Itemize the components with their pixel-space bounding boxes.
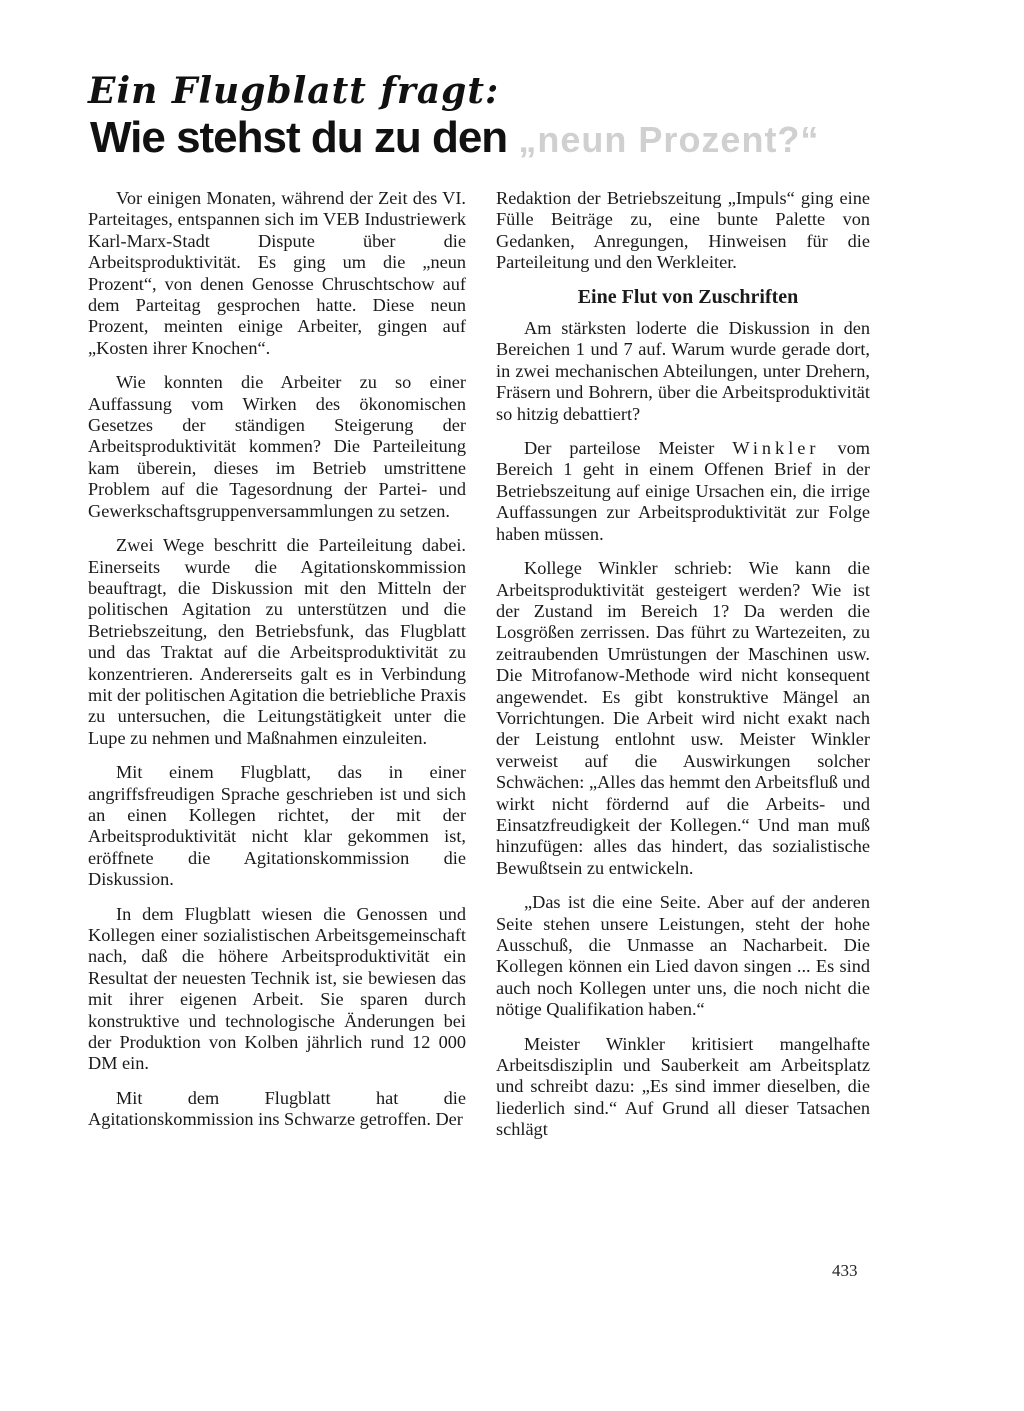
page-number: 433	[832, 1261, 858, 1280]
paragraph: Wie konnten die Arbeiter zu so einer Auffassung vom Wirken des ökonomischen Gesetzes der ständigen Steigerung der Arbeitsproduktivität kommen? Die Parteileitung kam überein, dieses im Betrieb umstrittene Problem auf die Tagesordnung der Partei- und Gewerkschaftsgruppenversammlungen zu setzen.	[88, 372, 466, 521]
headline-quote: „neun Prozent?“	[518, 119, 820, 160]
paragraph: Kollege Winkler schrieb: Wie kann die Arbeitsproduktivität gesteigert werden? Wie ist der Zustand im Bereich 1? Da werden die Losgrößen zerrissen. Das führt zu Wartezeiten, zu zeitraubenden Umrüstungen der Maschinen usw. Die Mitrofanow-Methode wird nicht konsequent angewendet. Es gibt konstruktive Mängel an Vorrichtungen. Die Arbeit wird nicht exakt nach der Leistung entlohnt usw. Meister Winkler verweist auf die Auswirkungen solcher Schwächen: „Alles das hemmt den Arbeitsfluß und wirkt nicht fördernd auf die Arbeits- und Einsatzfreudigkeit der Kollegen.“ Und man muß hinzufügen: alles das hindert, das sozialistische Bewußtsein zu entwickeln.	[496, 558, 870, 878]
article-headline	[90, 113, 819, 163]
paragraph: Meister Winkler kritisiert mangelhafte Arbeitsdisziplin und Sauberkeit am Arbeitsplatz und schreibt dazu: „Es sind immer dieselben, die liederlich sind.“ Auf Grund all dieser Tatsachen schlägt	[496, 1033, 870, 1140]
right-column	[496, 188, 870, 1154]
paragraph: Redaktion der Betriebszeitung „Impuls“ ging eine Fülle Beiträge zu, eine bunte Palette von Gedanken, Anregungen, Hinweisen für die Parteileitung und den Werkleiter.	[496, 188, 870, 273]
paragraph: Zwei Wege beschritt die Parteileitung dabei. Einerseits wurde die Agitationskommission beauftragt, die Diskussion mit den Mitteln der politischen Agitation zu unterstützen und die Betriebszeitung, den Betriebsfunk, das Flugblatt und das Traktat auf die Arbeitsproduktivität zu konzentrieren. Andererseits galt es in Verbindung mit der politischen Agitation die betriebliche Praxis zu untersuchen, die Leitungstätigkeit unter die Lupe zu nehmen und Maßnahmen einzuleiten.	[88, 535, 466, 748]
person-name: Winkler	[732, 438, 820, 459]
headline-main: Wie stehst du zu den	[90, 113, 508, 162]
paragraph: Mit dem Flugblatt hat die Agitationskommission ins Schwarze getroffen. Der	[88, 1087, 466, 1130]
paragraph: Am stärksten loderte die Diskussion in den Bereichen 1 und 7 auf. Warum wurde gerade dort, in zwei mechanischen Abteilungen, unter Drehern, Fräsern und Bohrern, über die Arbeitsproduktivität so hitzig debattiert?	[496, 318, 870, 424]
paragraph: In dem Flugblatt wiesen die Genossen und Kollegen einer sozialistischen Arbeitsgemeinschaft nach, daß die höhere Arbeitsproduktivität ein Resultat der neuesten Technik ist, sie bewiesen das mit ihrer eigenen Arbeit. Sie sparen durch konstruktive und technologische Änderungen bei der Produktion von Kolben jährlich rund 12 000 DM ein.	[88, 903, 466, 1074]
left-column	[88, 188, 466, 1144]
article-kicker: Ein Flugblatt fragt:	[88, 70, 500, 112]
paragraph-text: Der parteilose Meister	[524, 438, 733, 459]
paragraph: Mit einem Flugblatt, das in einer angriffsfreudigen Sprache geschrieben ist und sich an einen Kollegen richtet, der mit der Arbeitsproduktivität nicht klar gekommen ist, eröffnete die Agitationskommission die Diskussion.	[88, 762, 466, 890]
paragraph: „Das ist die eine Seite. Aber auf der anderen Seite stehen unsere Leistungen, steht der hohe Ausschuß, die Unmasse an Nacharbeit. Die Kollegen können ein Lied davon singen ... Es sind auch noch Kollegen unter uns, die noch nicht die nötige Qualifikation haben.“	[496, 892, 870, 1020]
paragraph: Vor einigen Monaten, während der Zeit des VI. Parteitages, entspannen sich im VEB Industriewerk Karl-Marx-Stadt Dispute über die Arbeitsproduktivität. Es ging um die „neun Prozent“, von denen Genosse Chruschtschow auf dem Parteitag gesprochen hatte. Diese neun Prozent, meinten einige Arbeiter, gingen auf „Kosten ihrer Knochen“.	[88, 188, 466, 358]
section-heading: Eine Flut von Zuschriften	[577, 285, 799, 308]
paragraph	[496, 438, 870, 545]
paragraph-text: vom Bereich 1 geht in einem Offenen Brief in der Betriebszeitung auf einige Ursachen ein, die irrige Auffassungen zur Arbeitsproduktivität zur Folge haben müssen.	[496, 438, 870, 544]
